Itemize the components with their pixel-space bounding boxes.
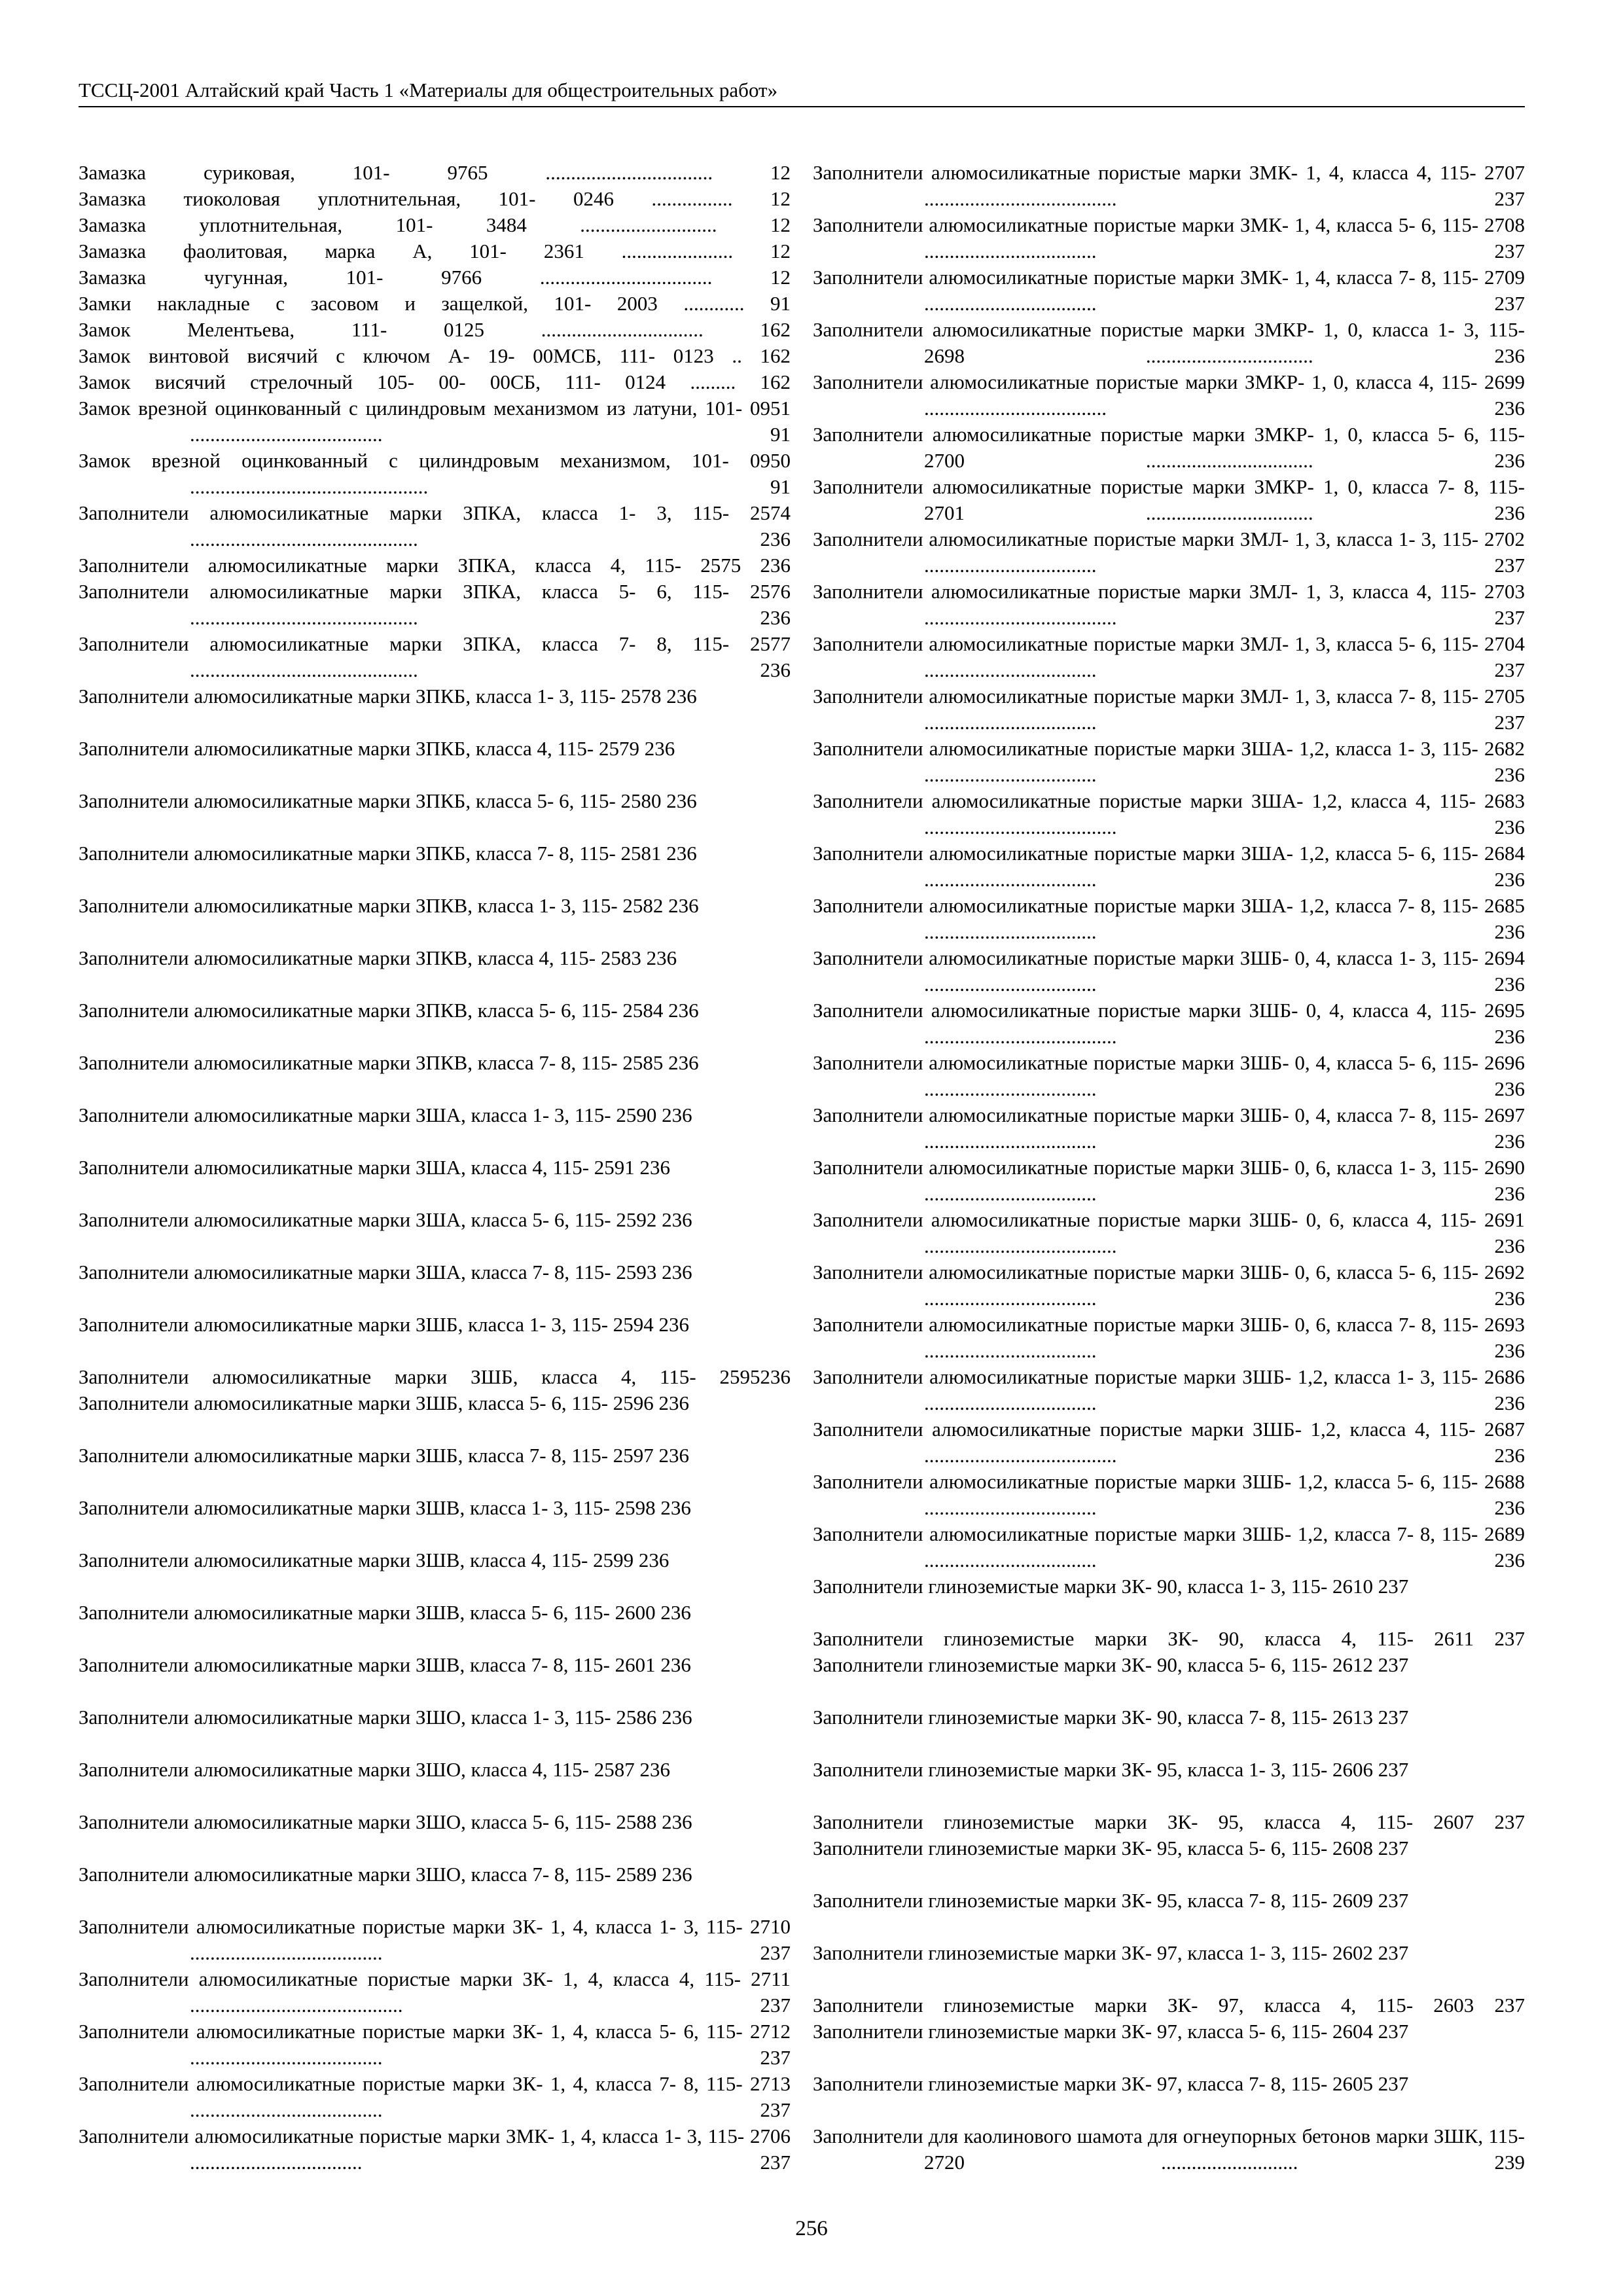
index-entry: Заполнители алюмосиликатные пористые марки ЗМК- 1, 4, класса 7- 8, 115- 2709 .................................. 237 (813, 266, 1525, 315)
index-entry: Заполнители алюмосиликатные марки ЗШБ, класса 4, 115- 2595236 (79, 1365, 791, 1388)
index-entry: Заполнители алюмосиликатные пористые марки ЗМКР- 1, 0, класса 4, 115- 2699 .................................... 236 (813, 370, 1525, 420)
index-entry: Замазка тиоколовая уплотнительная, 101- 0246 ................ 12 (79, 187, 791, 210)
index-entry: Заполнители глиноземистые марки ЗК- 90, класса 7- 8, 115- 2613 237 (813, 1706, 1409, 1729)
index-entry: Заполнители алюмосиликатные марки ЗПКБ, класса 4, 115- 2579 236 (79, 737, 675, 760)
index-entry: Заполнители алюмосиликатные пористые марки ЗШБ- 0, 6, класса 7- 8, 115- 2693 .................................. 236 (813, 1313, 1525, 1362)
index-entry: Заполнители алюмосиликатные марки ЗПКВ, класса 1- 3, 115- 2582 236 (79, 894, 699, 917)
page-number: 256 (795, 2217, 828, 2240)
running-header: ТССЦ-2001 Алтайский край Часть 1 «Материалы для общестроительных работ» (79, 79, 778, 101)
index-entry: Заполнители алюмосиликатные пористые марки ЗШБ- 0, 6, класса 1- 3, 115- 2690 .................................. 236 (813, 1156, 1525, 1205)
index-entry: Заполнители алюмосиликатные марки ЗПКА, класса 7- 8, 115- 2577 ............................................. 236 (79, 632, 791, 681)
index-entry: Заполнители алюмосиликатные пористые марки ЗШБ- 0, 4, класса 1- 3, 115- 2694 .................................. 236 (813, 946, 1525, 996)
index-entry: Заполнители алюмосиликатные марки ЗПКА, класса 1- 3, 115- 2574 ............................................. 236 (79, 501, 791, 550)
index-entry: Заполнители алюмосиликатные марки ЗШБ, класса 5- 6, 115- 2596 236 (79, 1391, 690, 1414)
index-entry: Заполнители алюмосиликатные марки ЗПКВ, класса 7- 8, 115- 2585 236 (79, 1051, 699, 1074)
index-entry: Заполнители алюмосиликатные пористые марки ЗШБ- 1,2, класса 5- 6, 115- 2688 .................................. 236 (813, 1470, 1525, 1519)
index-entry: Заполнители алюмосиликатные марки ЗША, класса 7- 8, 115- 2593 236 (79, 1261, 692, 1283)
index-entry: Замазка уплотнительная, 101- 3484 ........................... 12 (79, 213, 791, 236)
index-entry: Заполнители алюмосиликатные пористые марки ЗШБ- 0, 4, класса 4, 115- 2695 ...................................... 236 (813, 999, 1525, 1048)
index-entry: Заполнители алюмосиликатные марки ЗПКА, класса 4, 115- 2575 236 (79, 554, 791, 577)
index-entry: Заполнители алюмосиликатные пористые марки ЗШБ- 0, 4, класса 7- 8, 115- 2697 .................................. 236 (813, 1103, 1525, 1153)
index-entry: Заполнители глиноземистые марки ЗК- 90, класса 4, 115- 2611 237 (813, 1627, 1525, 1650)
index-entry: Заполнители алюмосиликатные пористые марки ЗМЛ- 1, 3, класса 1- 3, 115- 2702 .................................. 237 (813, 528, 1525, 577)
index-entry: Замазка суриковая, 101- 9765 ................................. 12 (79, 161, 791, 184)
index-entry: Заполнители алюмосиликатные пористые марки ЗША- 1,2, класса 4, 115- 2683 ...................................... 236 (813, 789, 1525, 838)
index-entry: Заполнители алюмосиликатные марки ЗШБ, класса 7- 8, 115- 2597 236 (79, 1444, 690, 1467)
index-entry: Заполнители глиноземистые марки ЗК- 95, класса 1- 3, 115- 2606 237 (813, 1758, 1409, 1781)
index-entry: Заполнители глиноземистые марки ЗК- 97, класса 4, 115- 2603 237 (813, 1994, 1525, 2017)
index-entry: Заполнители глиноземистые марки ЗК- 90, класса 1- 3, 115- 2610 237 (813, 1575, 1409, 1598)
index-entry: Заполнители алюмосиликатные марки ЗШО, класса 5- 6, 115- 2588 236 (79, 1810, 692, 1833)
index-entry: Заполнители алюмосиликатные марки ЗПКВ, класса 5- 6, 115- 2584 236 (79, 999, 699, 1022)
index-entry: Заполнители алюмосиликатные марки ЗШВ, класса 5- 6, 115- 2600 236 (79, 1601, 691, 1624)
index-entry: Заполнители алюмосиликатные пористые марки ЗМКР- 1, 0, класса 7- 8, 115- 2701 ................................. 236 (813, 475, 1525, 524)
index-entry: Заполнители алюмосиликатные пористые марки ЗМКР- 1, 0, класса 5- 6, 115- 2700 ................................. 236 (813, 423, 1525, 472)
index-entry: Заполнители глиноземистые марки ЗК- 95, класса 4, 115- 2607 237 (813, 1810, 1525, 1833)
index-entry: Заполнители алюмосиликатные пористые марки ЗШБ- 0, 4, класса 5- 6, 115- 2696 .................................. 236 (813, 1051, 1525, 1100)
index-entry: Заполнители алюмосиликатные марки ЗПКБ, класса 1- 3, 115- 2578 236 (79, 685, 697, 708)
index-entry: Заполнители алюмосиликатные марки ЗПКБ, класса 7- 8, 115- 2581 236 (79, 842, 697, 865)
index-entry: Заполнители алюмосиликатные пористые марки ЗША- 1,2, класса 1- 3, 115- 2682 .................................. 236 (813, 737, 1525, 786)
index-entry: Заполнители глиноземистые марки ЗК- 90, класса 5- 6, 115- 2612 237 (813, 1653, 1409, 1676)
index-entry: Заполнители алюмосиликатные пористые марки ЗШБ- 1,2, класса 7- 8, 115- 2689 .................................. 236 (813, 1522, 1525, 1571)
index-entry: Заполнители алюмосиликатные пористые марки ЗМЛ- 1, 3, класса 4, 115- 2703 ...................................... 237 (813, 580, 1525, 629)
index-entry: Заполнители алюмосиликатные пористые марки ЗМК- 1, 4, класса 1- 3, 115- 2706 .................................. 237 (79, 2125, 791, 2174)
index-entry: Замазка фаолитовая, марка А, 101- 2361 ...................... 12 (79, 240, 791, 262)
index-entry: Заполнители глиноземистые марки ЗК- 97, класса 5- 6, 115- 2604 237 (813, 2020, 1409, 2043)
index-entry: Заполнители алюмосиликатные марки ЗШВ, класса 4, 115- 2599 236 (79, 1549, 669, 1571)
index-entry: Заполнители алюмосиликатные марки ЗШВ, класса 7- 8, 115- 2601 236 (79, 1653, 691, 1676)
index-entry: Заполнители алюмосиликатные пористые марки ЗК- 1, 4, класса 5- 6, 115- 2712 ...................................... 237 (79, 2020, 791, 2069)
index-entry: Замок врезной оцинкованный с цилиндровым механизмом из латуни, 101- 0951 ...................................... 91 (79, 397, 791, 446)
index-entry: Заполнители алюмосиликатные пористые марки ЗК- 1, 4, класса 7- 8, 115- 2713 ...................................... 237 (79, 2072, 791, 2121)
index-entry: Заполнители алюмосиликатные пористые марки ЗШБ- 0, 6, класса 5- 6, 115- 2692 .................................. 236 (813, 1261, 1525, 1310)
index-entry: Заполнители алюмосиликатные пористые марки ЗК- 1, 4, класса 4, 115- 2711 .......................................... 237 (79, 1967, 791, 2017)
index-entry: Заполнители алюмосиликатные пористые марки ЗМК- 1, 4, класса 4, 115- 2707 ...................................... 237 (813, 161, 1525, 210)
index-entry: Замок Мелентьева, 111- 0125 ................................ 162 (79, 318, 791, 341)
index-entry: Заполнители алюмосиликатные пористые марки ЗМЛ- 1, 3, класса 5- 6, 115- 2704 .................................. 237 (813, 632, 1525, 681)
index-entry: Заполнители алюмосиликатные марки ЗШБ, класса 1- 3, 115- 2594 236 (79, 1313, 690, 1336)
index-entry: Заполнители алюмосиликатные пористые марки ЗШБ- 1,2, класса 4, 115- 2687 ...................................... 236 (813, 1418, 1525, 1467)
index-entry: Заполнители алюмосиликатные марки ЗША, класса 4, 115- 2591 236 (79, 1156, 671, 1179)
index-entry: Заполнители алюмосиликатные марки ЗПКБ, класса 5- 6, 115- 2580 236 (79, 789, 697, 812)
index-entry: Заполнители алюмосиликатные пористые марки ЗША- 1,2, класса 5- 6, 115- 2684 .................................. 236 (813, 842, 1525, 891)
header-rule (79, 106, 1525, 107)
index-column-right (813, 160, 1525, 2176)
index-entry: Замок врезной оцинкованный с цилиндровым механизмом, 101- 0950 ............................................... 91 (79, 449, 791, 498)
index-entry: Замок висячий стрелочный 105- 00- 00СБ, 111- 0124 ......... 162 (79, 370, 791, 393)
index-entry: Заполнители алюмосиликатные пористые марки ЗШБ- 1,2, класса 1- 3, 115- 2686 .................................. 236 (813, 1365, 1525, 1414)
index-entry: Заполнители алюмосиликатные марки ЗША, класса 1- 3, 115- 2590 236 (79, 1103, 692, 1126)
index-entry: Заполнители глиноземистые марки ЗК- 95, класса 5- 6, 115- 2608 237 (813, 1837, 1409, 1859)
index-entry: Заполнители глиноземистые марки ЗК- 97, класса 7- 8, 115- 2605 237 (813, 2072, 1409, 2095)
index-entry: Заполнители алюмосиликатные пористые марки ЗМК- 1, 4, класса 5- 6, 115- 2708 .................................. 237 (813, 213, 1525, 262)
index-entry: Заполнители алюмосиликатные пористые марки ЗША- 1,2, класса 7- 8, 115- 2685 .................................. 236 (813, 894, 1525, 943)
index-entry: Заполнители для каолинового шамота для огнеупорных бетонов марки ЗШК, 115- 2720 ........................... 239 (813, 2125, 1525, 2174)
index-entry: Заполнители алюмосиликатные марки ЗШВ, класса 1- 3, 115- 2598 236 (79, 1496, 691, 1519)
index-entry: Замки накладные с засовом и защелкой, 101- 2003 ............ 91 (79, 292, 791, 315)
index-entry: Заполнители алюмосиликатные пористые марки ЗМЛ- 1, 3, класса 7- 8, 115- 2705 .................................. 237 (813, 685, 1525, 734)
index-entry: Замок винтовой висячий с ключом А- 19- 00МСБ, 111- 0123 .. 162 (79, 344, 791, 367)
index-entry: Заполнители алюмосиликатные пористые марки ЗМКР- 1, 0, класса 1- 3, 115- 2698 ................................. 236 (813, 318, 1525, 367)
index-entry: Заполнители алюмосиликатные марки ЗШО, класса 1- 3, 115- 2586 236 (79, 1706, 692, 1729)
index-entry: Замазка чугунная, 101- 9766 .................................. 12 (79, 266, 791, 289)
index-entry: Заполнители алюмосиликатные марки ЗША, класса 5- 6, 115- 2592 236 (79, 1208, 692, 1231)
index-entry: Заполнители алюмосиликатные марки ЗШО, класса 4, 115- 2587 236 (79, 1758, 671, 1781)
index-entry: Заполнители глиноземистые марки ЗК- 97, класса 1- 3, 115- 2602 237 (813, 1941, 1409, 1964)
index-entry: Заполнители глиноземистые марки ЗК- 95, класса 7- 8, 115- 2609 237 (813, 1889, 1409, 1912)
index-entry: Заполнители алюмосиликатные пористые марки ЗШБ- 0, 6, класса 4, 115- 2691 ...................................... 236 (813, 1208, 1525, 1257)
index-entry: Заполнители алюмосиликатные пористые марки ЗК- 1, 4, класса 1- 3, 115- 2710 ...................................... 237 (79, 1915, 791, 1964)
index-column-left (79, 160, 791, 2176)
index-entry: Заполнители алюмосиликатные марки ЗПКА, класса 5- 6, 115- 2576 ............................................. 236 (79, 580, 791, 629)
index-entry: Заполнители алюмосиликатные марки ЗШО, класса 7- 8, 115- 2589 236 (79, 1863, 692, 1886)
index-entry: Заполнители алюмосиликатные марки ЗПКВ, класса 4, 115- 2583 236 (79, 946, 677, 969)
